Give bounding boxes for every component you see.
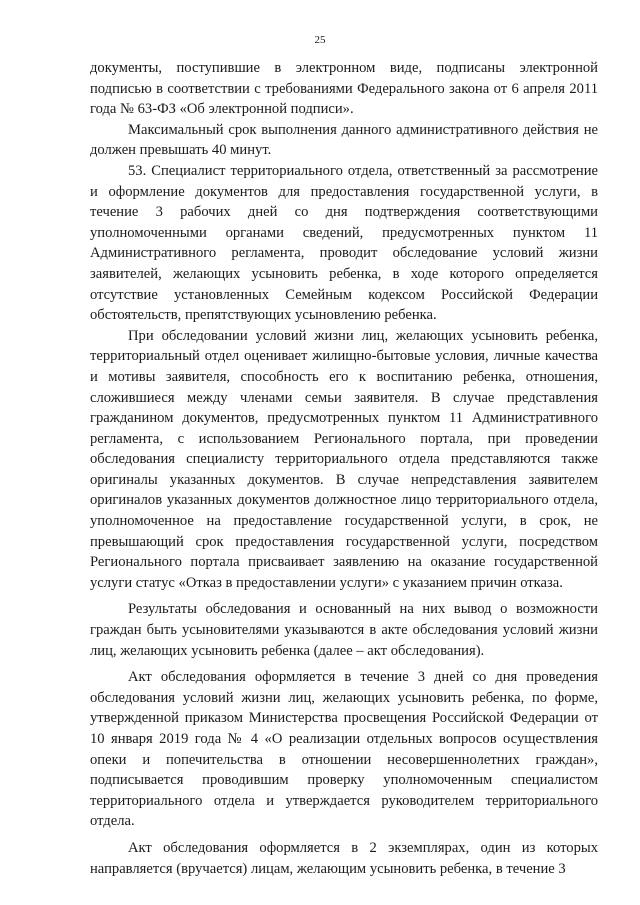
paragraph-53: 53. Специалист территориального отдела, ответственный за рассмотрение и оформление документов для предоставления государственной услуги, в течение 3 рабочих дней со дня подтверждения соответствующими уполномоченными органами сведений, предусмотренных пунктом 11 Административного регламента, проводит обследование условий жизни заявителей, желающих усыновить ребенка, в ходе которого определяется отсутствие установленных Семейным кодексом Российской Федерации обстоятельств, препятствующих усыновлению ребенка. — [90, 162, 598, 324]
paragraph-continuation: документы, поступившие в электронном виде, подписаны электронной подписью в соответствии с требованиями Федерального закона от 6 апреля 2011 года № 63-ФЗ «Об электронной подписи». — [90, 60, 598, 118]
paragraph-act-timing: Акт обследования оформляется в течение 3 дней со дня проведения обследования условий жизни лиц, желающих усыновить ребенка, по форме, утвержденной приказом Министерства просвещения Российской Федерации от 10 января 2019 года № 4 «О реализации отдельных вопросов осуществления опеки и попечительства в отношении несовершеннолетних граждан», подписывается проводившим проверку уполномоченным специалистом территориального отдела и утверждается руководителем территориального отдела. — [90, 669, 598, 830]
paragraph-max-duration: Максимальный срок выполнения данного административного действия не должен превышать 40 минут. — [90, 121, 598, 159]
page-number: 25 — [314, 34, 326, 46]
paragraph-act-copies: Акт обследования оформляется в 2 экземплярах, один из которых направляется (вручается) лицам, желающим усыновить ребенка, в течение 3 — [90, 839, 598, 877]
paragraph-inspection: При обследовании условий жизни лиц, желающих усыновить ребенка, территориальный отдел оценивает жилищно-бытовые условия, личные качества и мотивы заявителя, способность его к воспитанию ребенка, отношения, сложившиеся между членами семьи заявителя. В случае представления гражданином документов, предусмотренных пунктом 11 Административного регламента, с использованием Регионального портала, при проведении обследования специалисту территориального отдела представляются также оригиналы указанных документов. В случае непредставления заявителем оригиналов указанных документов должностное лицо территориального отдела, уполномоченное на предоставление государственной услуги, в срок, не превышающий срок предоставления государственной услуги, посредством Регионального портала присваивает заявлению на оказание государственной услуги статус «Отказ в предоставлении услуги» с указанием причин отказа. — [90, 327, 598, 591]
document-body — [90, 58, 598, 879]
paragraph-results: Результаты обследования и основанный на них вывод о возможности граждан быть усыновителями указываются в акте обследования условий жизни лиц, желающих усыновить ребенка (далее – акт обследования). — [90, 601, 598, 659]
